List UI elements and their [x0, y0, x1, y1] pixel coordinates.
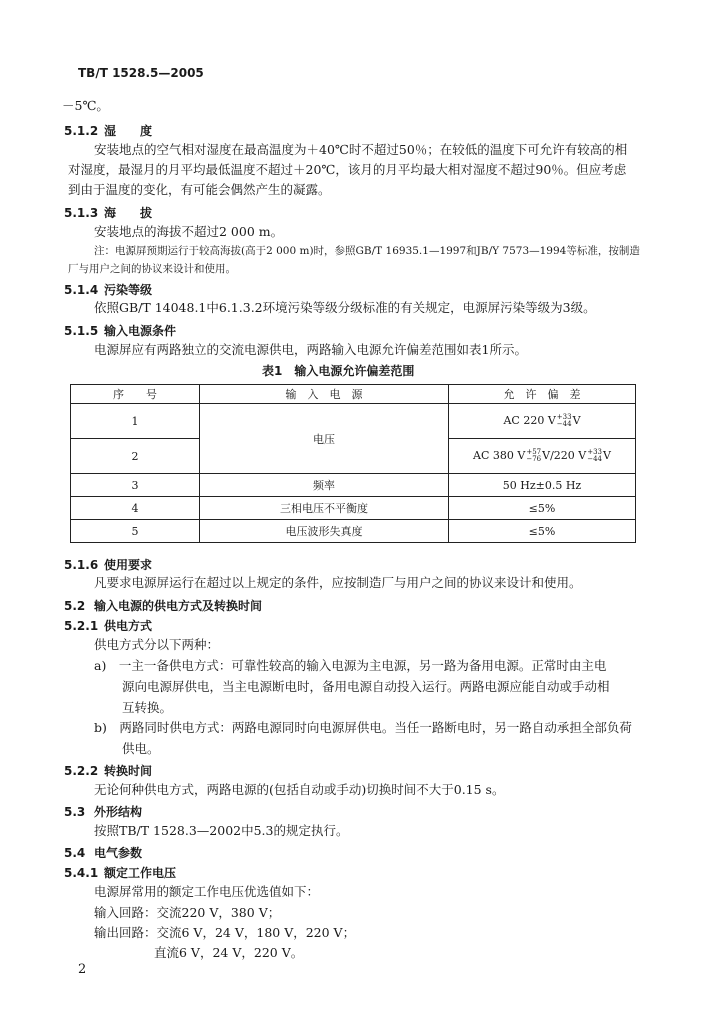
section-title: 使用要求: [104, 558, 153, 572]
section-title: 海 拔: [104, 206, 153, 220]
text-line: 到由于温度的变化，有可能会偶然产生的凝露。: [68, 182, 331, 197]
header-cell: 允 许 偏 差: [449, 385, 636, 404]
row-number: 5: [71, 520, 200, 543]
section-number: 5.3: [64, 805, 86, 819]
section-number: 5.2: [64, 599, 86, 613]
section-number: 5.2.1: [64, 619, 99, 633]
page-number: 2: [78, 962, 87, 977]
section-heading: [64, 762, 152, 779]
text-line: 输入回路：交流220 V，380 V；: [94, 905, 281, 920]
section-title: 输入电源条件: [104, 324, 177, 338]
text-line: 电源屏应有两路独立的交流电源供电，两路输入电源允许偏差范围如表1所示。: [94, 342, 527, 357]
section-title: 额定工作电压: [104, 866, 177, 880]
section-number: 5.1.2: [64, 124, 99, 138]
text-line: －5℃。: [62, 98, 109, 113]
section-heading: [64, 322, 176, 339]
table-header-row: [71, 385, 636, 404]
note-line: 厂与用户之间的协议来设计和使用。: [68, 263, 236, 275]
row-number: 3: [71, 474, 200, 497]
tolerance-cell: 50 Hz±0.5 Hz: [449, 474, 636, 497]
section-title: 电气参数: [94, 846, 143, 860]
table-row: [71, 404, 636, 439]
section-number: 5.2.2: [64, 764, 99, 778]
header-cell: 输 入 电 源: [200, 385, 449, 404]
table-caption: 表1 输入电源允许偏差范围: [262, 364, 415, 378]
section-title: 转换时间: [104, 764, 153, 778]
list-item: b) 两路同时供电方式：两路电源同时向电源屏供电。当任一路断电时，另一路自动承担全部负荷: [94, 720, 632, 735]
note-line: 注：电源屏预期运行于较高海拔(高于2 000 m)时，参照GB/T 16935.1—1997和JB/Y 7573—1994等标准，按制造: [94, 245, 640, 257]
section-heading: [64, 617, 152, 634]
table-row: [71, 474, 636, 497]
text-line: 无论何种供电方式，两路电源的(包括自动或手动)切换时间不大于0.15 s。: [94, 782, 505, 797]
section-heading: [64, 281, 152, 298]
tolerance-table: [70, 384, 636, 543]
section-heading: [64, 556, 152, 573]
row-number: 4: [71, 497, 200, 520]
section-number: 5.1.6: [64, 558, 99, 572]
text-line: 按照TB/T 1528.3—2002中5.3的规定执行。: [94, 823, 349, 838]
text-line: 输出回路：交流6 V，24 V，180 V，220 V；: [94, 925, 356, 940]
document-header: TB/T 1528.5—2005: [78, 66, 204, 80]
section-number: 5.4.1: [64, 866, 99, 880]
list-item-continued: 源向电源屏供电，当主电源断电时，备用电源自动投入运行。两路电源应能自动或手动相: [122, 679, 610, 694]
section-heading: [64, 204, 152, 221]
text-line: 安装地点的海拔不超过2 000 m。: [94, 224, 284, 239]
input-cell: 电压: [200, 404, 449, 474]
text-line: 直流6 V，24 V，220 V。: [154, 945, 304, 960]
text-line: 凡要求电源屏运行在超过以上规定的条件，应按制造厂与用户之间的协议来设计和使用。: [94, 575, 582, 590]
section-heading: [64, 864, 176, 881]
text-line: 供电方式分以下两种：: [94, 637, 220, 652]
section-title: 供电方式: [104, 619, 153, 633]
row-number: 1: [71, 404, 200, 439]
text-line: 安装地点的空气相对湿度在最高温度为＋40℃时不超过50％；在较低的温度下可允许有较高的相: [94, 142, 628, 157]
tolerance-cell: ≤5%: [449, 520, 636, 543]
list-item-continued: 供电。: [122, 741, 160, 756]
input-cell: 频率: [200, 474, 449, 497]
section-title: 污染等级: [104, 283, 153, 297]
section-number: 5.1.3: [64, 206, 99, 220]
row-number: 2: [71, 439, 200, 474]
list-item: a) 一主一备供电方式：可靠性较高的输入电源为主电源，另一路为备用电源。正常时由主电: [94, 658, 607, 673]
table-row: [71, 520, 636, 543]
tolerance-cell: ≤5%: [449, 497, 636, 520]
section-title: 外形结构: [94, 805, 143, 819]
list-item-continued: 互转换。: [122, 700, 173, 715]
text-line: 对湿度，最湿月的月平均最低温度不超过＋20℃，该月的月平均最大相对湿度不超过90％。但应考虑: [68, 162, 627, 177]
section-heading: [64, 597, 262, 614]
tolerance-cell: AC 380 V +57 −76 V/220 V +33 −44 V: [449, 439, 636, 474]
section-heading: [64, 803, 142, 820]
input-cell: 三相电压不平衡度: [200, 497, 449, 520]
input-cell: 电压波形失真度: [200, 520, 449, 543]
section-title: 湿 度: [104, 124, 153, 138]
section-heading: [64, 844, 142, 861]
table-row: [71, 497, 636, 520]
header-cell: 序 号: [71, 385, 200, 404]
section-number: 5.1.5: [64, 324, 99, 338]
section-heading: [64, 122, 152, 139]
tolerance-cell: AC 220 V +33 −44 V: [449, 404, 636, 439]
text-line: 电源屏常用的额定工作电压优选值如下：: [94, 884, 320, 899]
section-number: 5.4: [64, 846, 86, 860]
section-title: 输入电源的供电方式及转换时间: [94, 599, 263, 613]
section-number: 5.1.4: [64, 283, 99, 297]
text-line: 依照GB/T 14048.1中6.1.3.2环境污染等级分级标准的有关规定，电源屏污染等级为3级。: [94, 300, 596, 315]
